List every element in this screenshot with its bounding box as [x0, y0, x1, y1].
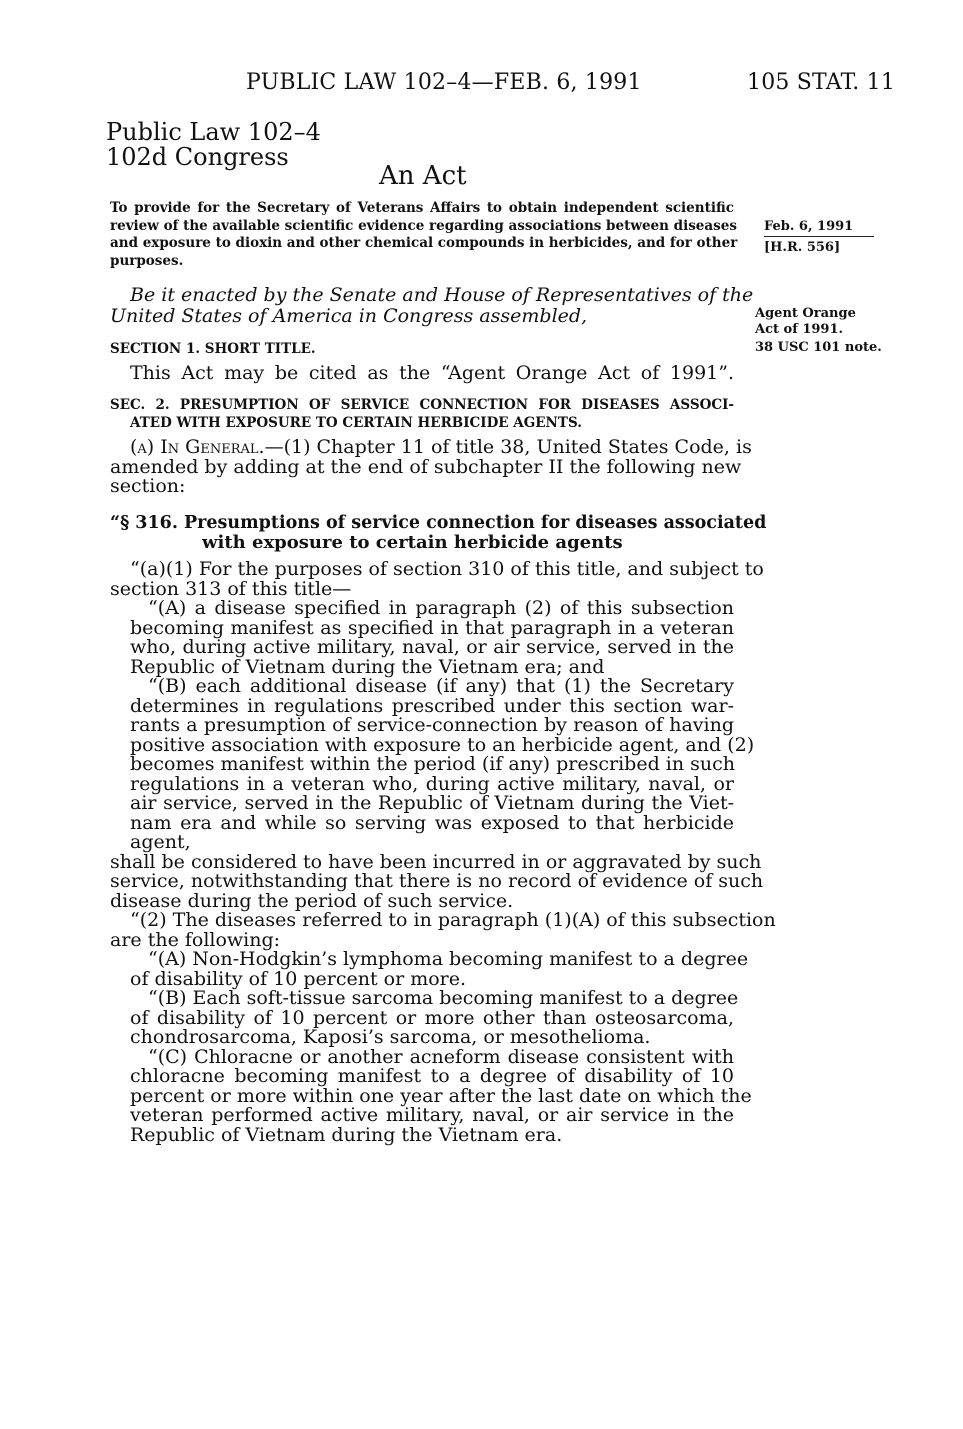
- new-section-heading-line: “§ 316. Presumptions of service connection for diseases associated: [110, 513, 767, 533]
- statute-line: air service, served in the Republic of Vietnam during the Viet-: [130, 792, 734, 814]
- margin-bill-number: [H.R. 556]: [764, 240, 841, 255]
- subsection-a: [110, 436, 752, 497]
- congress-number: 102d Congress: [106, 143, 289, 171]
- section-1-text: [110, 364, 734, 384]
- statute-line: “(C) Chloracne or another acneform disease consistent with: [148, 1045, 734, 1068]
- margin-date: Feb. 6, 1991: [764, 219, 874, 237]
- purpose-line: review of the available scientific evidence regarding associations between diseases: [110, 217, 737, 234]
- statute-line: veteran performed active military, naval, or air service in the: [130, 1104, 734, 1126]
- enacting-line: United States of America in Congress assembled,: [110, 305, 588, 327]
- statute-line: section 313 of this title—: [110, 577, 352, 600]
- purpose-line: To provide for the Secretary of Veterans Affairs to obtain independent scientific: [110, 200, 734, 216]
- statute-line: “(B) Each soft-tissue sarcoma becoming manifest to a degree: [148, 987, 739, 1009]
- statute-line: of disability of 10 percent or more other than osteosarcoma,: [130, 1006, 734, 1029]
- statute-line: “(A) Non-Hodgkin’s lymphoma becoming manifest to a degree: [148, 948, 749, 970]
- statute-line: positive association with exposure to an herbicide agent, and (2): [130, 733, 755, 756]
- statute-line: agent,: [130, 831, 191, 853]
- statute-line: determines in regulations prescribed under this section war-: [130, 694, 734, 717]
- statute-line: becoming manifest as specified in that paragraph in a veteran: [130, 616, 734, 639]
- statute-line: percent or more within one year after the last date on which the: [130, 1084, 752, 1107]
- statute-line: nam era and while so serving was exposed to that herbicide: [130, 811, 734, 834]
- section-2-heading-line: ATED WITH EXPOSURE TO CERTAIN HERBICIDE AGENTS.: [130, 415, 582, 431]
- section-2-heading-line: SEC. 2. PRESUMPTION OF SERVICE CONNECTION FOR DISEASES ASSOCI-: [110, 397, 734, 413]
- statute-line: chondrosarcoma, Kaposi’s sarcoma, or mesothelioma.: [130, 1026, 651, 1048]
- subsection-a-text: —(1) Chapter 11 of title 38, United States Code, is: [264, 436, 752, 458]
- enacting-line: Be it enacted by the Senate and House of Representatives of the: [130, 284, 754, 306]
- section-1-line: This Act may be cited as the “Agent Orange Act of 1991”.: [130, 362, 734, 384]
- act-heading: An Act: [379, 161, 467, 191]
- subsection-a-line: [110, 436, 752, 458]
- statute-line: Republic of Vietnam during the Vietnam era.: [130, 1123, 563, 1146]
- statute-line: of disability of 10 percent or more.: [130, 967, 467, 990]
- subsection-a-line: amended by adding at the end of subchapter II the following new: [110, 455, 742, 478]
- statute-line: who, during active military, naval, or air service, served in the: [130, 636, 734, 658]
- statute-line: disease during the period of such service.: [110, 889, 514, 912]
- public-law-number: Public Law 102–4: [106, 118, 321, 146]
- subsection-a-line: section:: [110, 475, 186, 497]
- new-section-body: [110, 558, 776, 1146]
- subsection-a-label: (a) In General.: [130, 436, 265, 458]
- statute-line: “(A) a disease specified in paragraph (2) of this subsection: [148, 597, 734, 619]
- running-header-title: PUBLIC LAW 102–4—FEB. 6, 1991: [246, 70, 642, 95]
- statute-line: “(2) The diseases referred to in paragraph (1)(A) of this subsection: [130, 909, 776, 931]
- purpose-line: purposes.: [110, 252, 184, 269]
- statute-line: service, notwithstanding that there is no record of evidence of such: [110, 870, 764, 892]
- statute-line: regulations in a veteran who, during active military, naval, or: [130, 772, 734, 795]
- statute-line: chloracne becoming manifest to a degree of disability of 10: [130, 1065, 734, 1087]
- statute-line: rants a presumption of service-connection by reason of having: [130, 714, 734, 736]
- section-2-heading: [110, 396, 734, 432]
- section-1-heading: SECTION 1. SHORT TITLE.: [110, 341, 316, 357]
- margin-usc-note: 38 USC 101 note.: [755, 340, 882, 355]
- margin-act-name: Agent Orange: [755, 306, 856, 321]
- new-section-heading: [110, 513, 767, 553]
- statute-line: “(a)(1) For the purposes of section 310 of this title, and subject to: [130, 558, 764, 580]
- statute-line: “(B) each additional disease (if any) that (1) the Secretary: [148, 675, 734, 697]
- purpose-statement: [110, 200, 738, 270]
- margin-act-name: Act of 1991.: [755, 322, 844, 337]
- purpose-line: and exposure to dioxin and other chemical compounds in herbicides, and for other: [110, 235, 738, 251]
- statute-line: shall be considered to have been incurred in or aggravated by such: [110, 850, 762, 873]
- statute-line: are the following:: [110, 928, 281, 951]
- new-section-heading-line: with exposure to certain herbicide agents: [202, 532, 623, 553]
- enacting-clause: [110, 284, 754, 327]
- running-header-page: 105 STAT. 11: [747, 70, 896, 95]
- statute-line: becomes manifest within the period (if any) prescribed in such: [130, 753, 736, 775]
- statute-line: Republic of Vietnam during the Vietnam era; and: [130, 655, 605, 678]
